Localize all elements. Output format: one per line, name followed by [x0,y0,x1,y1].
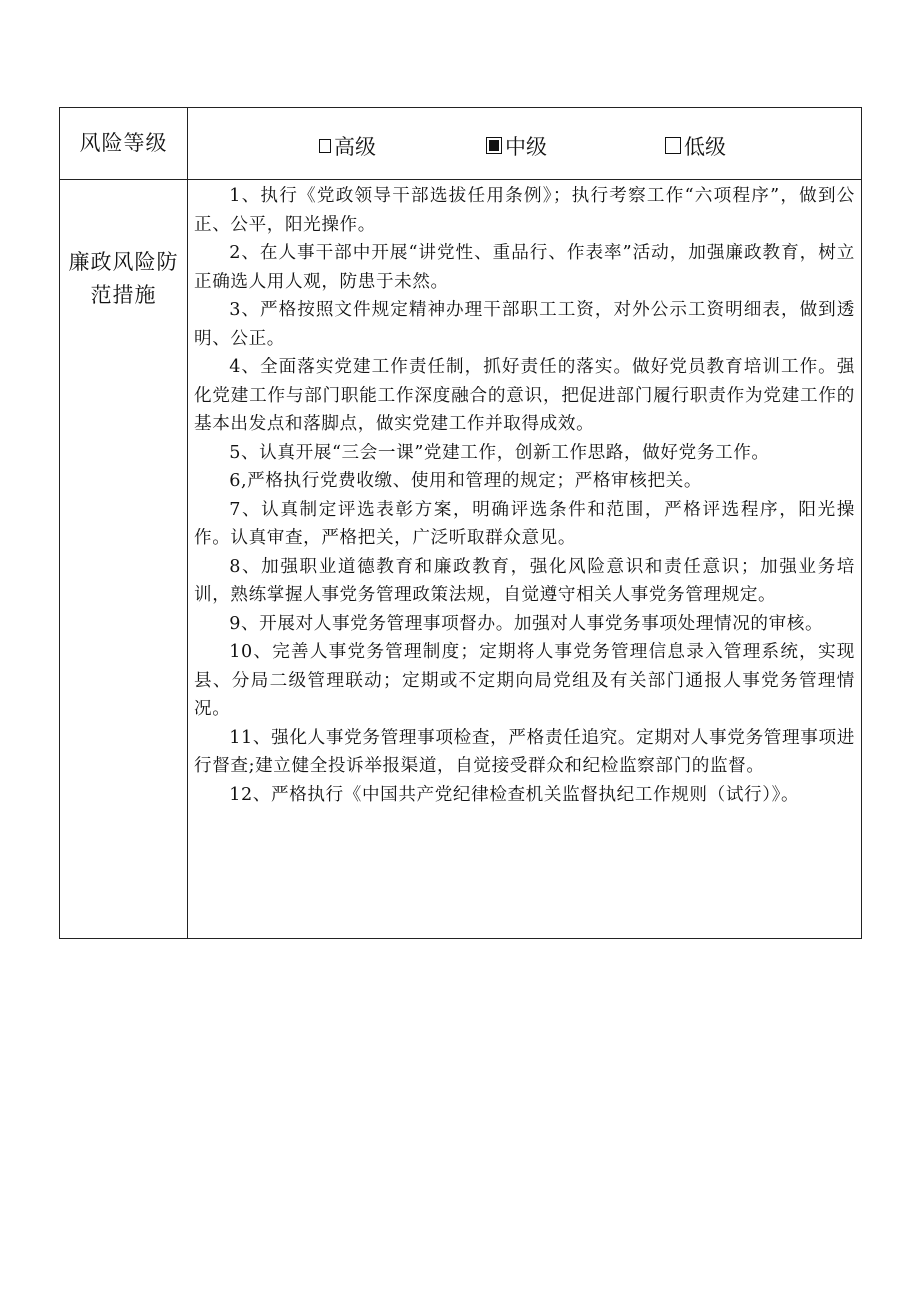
option-low[interactable] [665,131,726,161]
measure-item: 10、完善人事党务管理制度；定期将人事党务管理信息录入管理系统，实现县、分局二级管理联动；定期或不定期向局党组及有关部门通报人事党务管理情况。 [194,642,855,719]
risk-level-label: 风险等级 [60,108,188,180]
measure-item: 6,严格执行党费收缴、使用和管理的规定；严格审核把关。 [229,471,703,491]
measure-item: 5、认真开展“三会一课”党建工作，创新工作思路，做好党务工作。 [229,442,770,463]
option-high[interactable] [319,131,376,161]
option-medium[interactable] [486,131,547,161]
measure-item: 1、执行《党政领导干部选拔任用条例》；执行考察工作“六项程序”，做到公正、公平，阳光操作。 [194,186,855,235]
measure-item: 3、严格按照文件规定精神办理干部职工工资，对外公示工资明细表，做到透明、公正。 [194,300,855,349]
option-low-label: 低级 [684,134,726,159]
prevention-row [60,180,862,939]
prevention-label: 廉政风险防 范措施 [60,180,188,939]
measure-item: 9、开展对人事党务管理事项督办。加强对人事党务事项处理情况的审核。 [229,613,824,634]
risk-table [59,107,862,939]
measure-item: 8、加强职业道德教育和廉政教育，强化风险意识和责任意识；加强业务培训，熟练掌握人事党务管理政策法规，自觉遵守相关人事党务管理规定。 [194,556,855,605]
option-high-label: 高级 [334,134,376,159]
checkbox-medium-checked-icon[interactable] [486,137,502,154]
measure-item: 2、在人事干部中开展“讲党性、重品行、作表率”活动，加强廉政教育，树立正确选人用人观，防患于未然。 [194,243,855,292]
risk-level-options [188,108,862,180]
prevention-measures [188,180,862,939]
measure-item: 4、全面落实党建工作责任制，抓好责任的落实。做好党员教育培训工作。强化党建工作与部门职能工作深度融合的意识，把促进部门履行职责作为党建工作的基本出发点和落脚点，做实党建工作并取得成效。 [194,357,855,434]
measure-item: 11、强化人事党务管理事项检查，严格责任追究。定期对人事党务管理事项进行督查;建立健全投诉举报渠道，自觉接受群众和纪检监察部门的监督。 [194,727,855,776]
risk-level-row [60,108,862,180]
measure-item: 7、认真制定评选表彰方案，明确评选条件和范围，严格评选程序，阳光操作。认真审查，严格把关，广泛听取群众意见。 [194,499,855,548]
checkbox-low-icon[interactable] [665,137,681,154]
measure-item: 12、严格执行《中国共产党纪律检查机关监督执纪工作规则（试行）》。 [229,784,800,805]
option-medium-label: 中级 [505,134,547,159]
checkbox-high-icon[interactable] [319,139,331,153]
